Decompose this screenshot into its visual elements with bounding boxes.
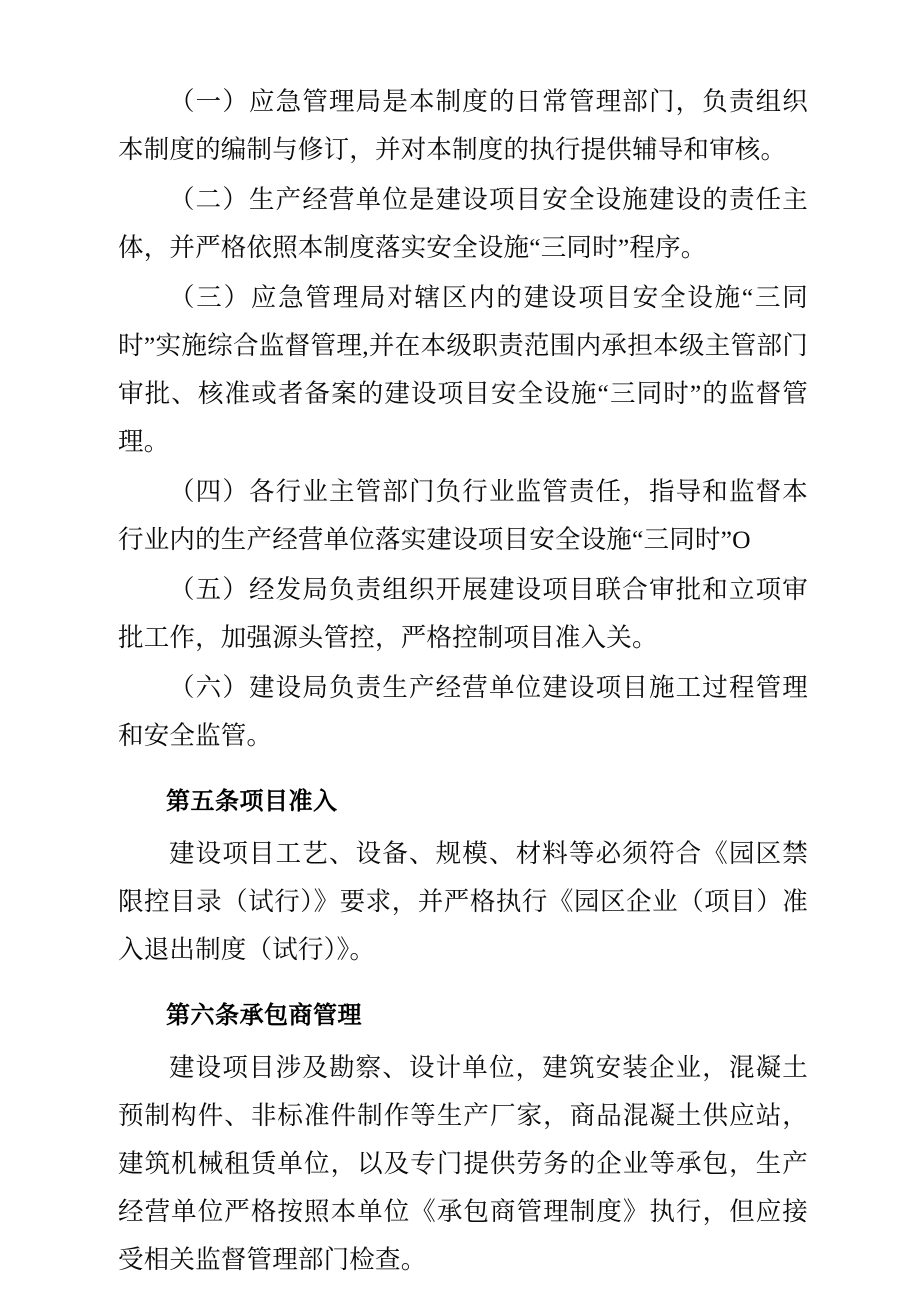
paragraph-item: （三）应急管理局对辖区内的建设项目安全设施“三同时”实施综合监督管理,并在本级职责范围内承担本级主管部门审批、核准或者备案的建设项目安全设施“三同时”的监督管理。 bbox=[118, 283, 808, 456]
paragraph-item: （四）各行业主管部门负行业监管责任，指导和监督本行业内的生产经营单位落实建设项目安全设施“三同时”O bbox=[118, 477, 808, 554]
paragraph-item: （五）经发局负责组织开展建设项目联合审批和立项审批工作，加强源头管控，严格控制项目准入关。 bbox=[118, 575, 808, 652]
section-heading-article-five: 第五条项目准入 bbox=[166, 788, 338, 815]
document-body bbox=[118, 78, 808, 1284]
paragraph-item: 建设项目工艺、设备、规模、材料等必须符合《园区禁限控目录（试行）》要求，并严格执行《园区企业（项目）准入退出制度（试行）》。 bbox=[118, 839, 808, 964]
paragraph-item: （一）应急管理局是本制度的日常管理部门，负责组织本制度的编制与修订，并对本制度的执行提供辅导和审核。 bbox=[118, 87, 808, 164]
paragraph-item: 建设项目涉及勘察、设计单位，建筑安装企业，混凝土预制构件、非标准件制作等生产厂家，商品混凝土供应站，建筑机械租赁单位，以及专门提供劳务的企业等承包，生产经营单位严格按照本单位《承包商管理制度》执行，但应接受相关监督管理部门检查。 bbox=[118, 1053, 808, 1274]
section-heading-article-six: 第六条承包商管理 bbox=[166, 1002, 362, 1029]
paragraph-item: （六）建设局负责生产经营单位建设项目施工过程管理和安全监管。 bbox=[118, 673, 808, 750]
paragraph-item: （二）生产经营单位是建设项目安全设施建设的责任主体，并严格依照本制度落实安全设施“三同时”程序。 bbox=[118, 185, 808, 262]
